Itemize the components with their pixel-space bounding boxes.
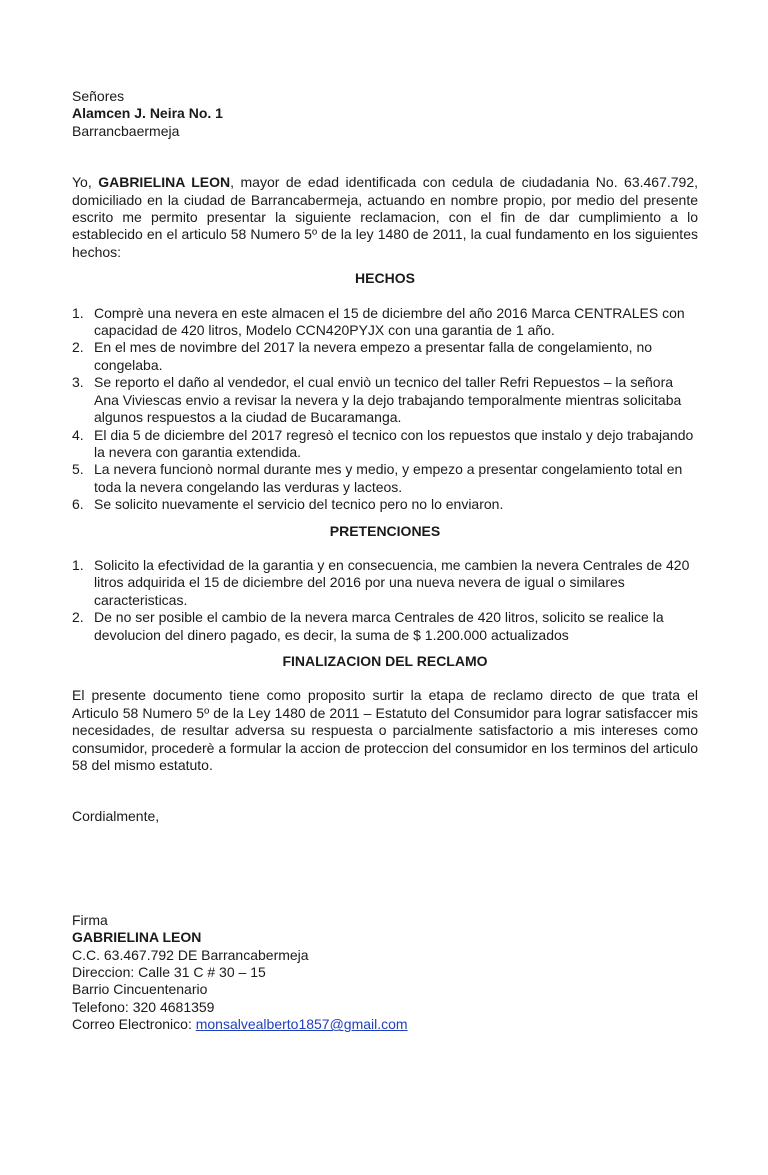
list-item-number: 1. (72, 556, 84, 573)
list-item (72, 461, 698, 496)
finalizacion-paragraph: El presente documento tiene como proposito surtir la etapa de reclamo directo de que trata el Articulo 58 Numero 5º de la Ley 1480 de 2011 – Estatuto del Consumidor para lograr satisfaccer mis necesidades, de resultar adversa su respuesta o parcialmente satisfactorio a mis intereses como consumidor, procederè a formular la accion de proteccion del consumidor en los terminos del articulo 58 del mismo estatuto. (72, 687, 698, 773)
recipient-name: Alamcen J. Neira No. 1 (72, 105, 223, 122)
list-item-number: 5. (72, 461, 84, 478)
pretenciones-heading: PRETENCIONES (329, 522, 441, 539)
list-item-text: El dia 5 de diciembre del 2017 regresò el tecnico con los repuestos que instalo y dejo trabajando la nevera con garantia extendida. (94, 426, 694, 460)
list-item-number: 6. (72, 496, 84, 513)
firma-label: Firma (72, 911, 108, 928)
salutation: Señores (72, 88, 125, 104)
email-label: Correo Electronico: (72, 1016, 196, 1033)
list-item-number: 2. (72, 609, 84, 626)
list-item (72, 427, 698, 462)
signer-phone: Telefono: 320 4681359 (72, 998, 215, 1015)
recipient-city: Barrancbaermeja (72, 122, 180, 139)
email-link[interactable]: monsalvealberto1857@gmail.com (195, 1016, 408, 1033)
list-item-text: Se reporto el daño al vendedor, el cual enviò un tecnico del taller Refri Repuestos – la señora Ana Viviescas envio a revisar la nevera y la dejo trabajando temporalmente mientras solicitaba algunos respuestos a la ciudad de Bucaramanga. (94, 374, 682, 426)
closing-text: Cordialmente, (72, 808, 160, 825)
list-item-text: Solicito la efectividad de la garantia y en consecuencia, me cambien la nevera Centrales de 420 litros adquirida el 15 de diciembre del 2016 por una nueva nevera de igual o similares caracteristicas. (94, 556, 690, 608)
list-item (72, 557, 698, 609)
hechos-list (72, 305, 698, 514)
list-item (72, 305, 698, 340)
pretenciones-list (72, 557, 698, 644)
letter-document (72, 88, 698, 1034)
list-item-number: 1. (72, 304, 84, 321)
list-item-number: 2. (72, 339, 84, 356)
list-item-text: De no ser posible el cambio de la nevera marca Centrales de 420 litros, solicito se realice la devolucion del dinero pagado, es decir, la suma de $ 1.200.000 actualizados (94, 609, 664, 643)
list-item (72, 609, 698, 644)
list-item-number: 3. (72, 374, 84, 391)
list-item (72, 339, 698, 374)
intro-text: , mayor de edad identificada con cedula de ciudadania No. 63.467.792, domiciliado en la ciudad de Barrancabermeja, actuando en nombre propio, por medio del presente escrito me permito presentar la siguiente reclamacion, con el fin de dar cumplimiento a lo establecido en el articulo 58 Numero 5º de la ley 1480 de 2011, la cual fundamento en los siguientes hechos: (72, 174, 699, 260)
intro-name: GABRIELINA LEON (98, 174, 231, 191)
list-item-text: Se solicito nuevamente el servicio del tecnico pero no lo enviaron. (94, 496, 504, 513)
signer-email-line (72, 1016, 698, 1033)
list-item-text: Comprè una nevera en este almacen el 15 de diciembre del año 2016 Marca CENTRALES con capacidad de 420 litros, Modelo CCN420PYJX con una garantia de 1 año. (94, 304, 685, 339)
hechos-heading: HECHOS (355, 270, 415, 287)
intro-prefix: Yo, (72, 174, 99, 191)
intro-paragraph (72, 174, 698, 261)
list-item-text: En el mes de novimbre del 2017 la nevera empezo a presentar falla de congelamiento, no congelaba. (94, 339, 653, 373)
list-item (72, 496, 698, 513)
signer-id: C.C. 63.467.792 DE Barrancabermeja (72, 946, 309, 963)
list-item (72, 374, 698, 426)
signer-name: GABRIELINA LEON (72, 929, 202, 946)
signer-neighborhood: Barrio Cincuentenario (72, 981, 208, 998)
list-item-text: La nevera funcionò normal durante mes y medio, y empezo a presentar congelamiento total en toda la nevera congelando las verduras y lacteos. (94, 461, 683, 495)
signer-address: Direccion: Calle 31 C # 30 – 15 (72, 964, 266, 981)
finalizacion-heading: FINALIZACION DEL RECLAMO (282, 652, 488, 669)
list-item-number: 4. (72, 426, 84, 443)
